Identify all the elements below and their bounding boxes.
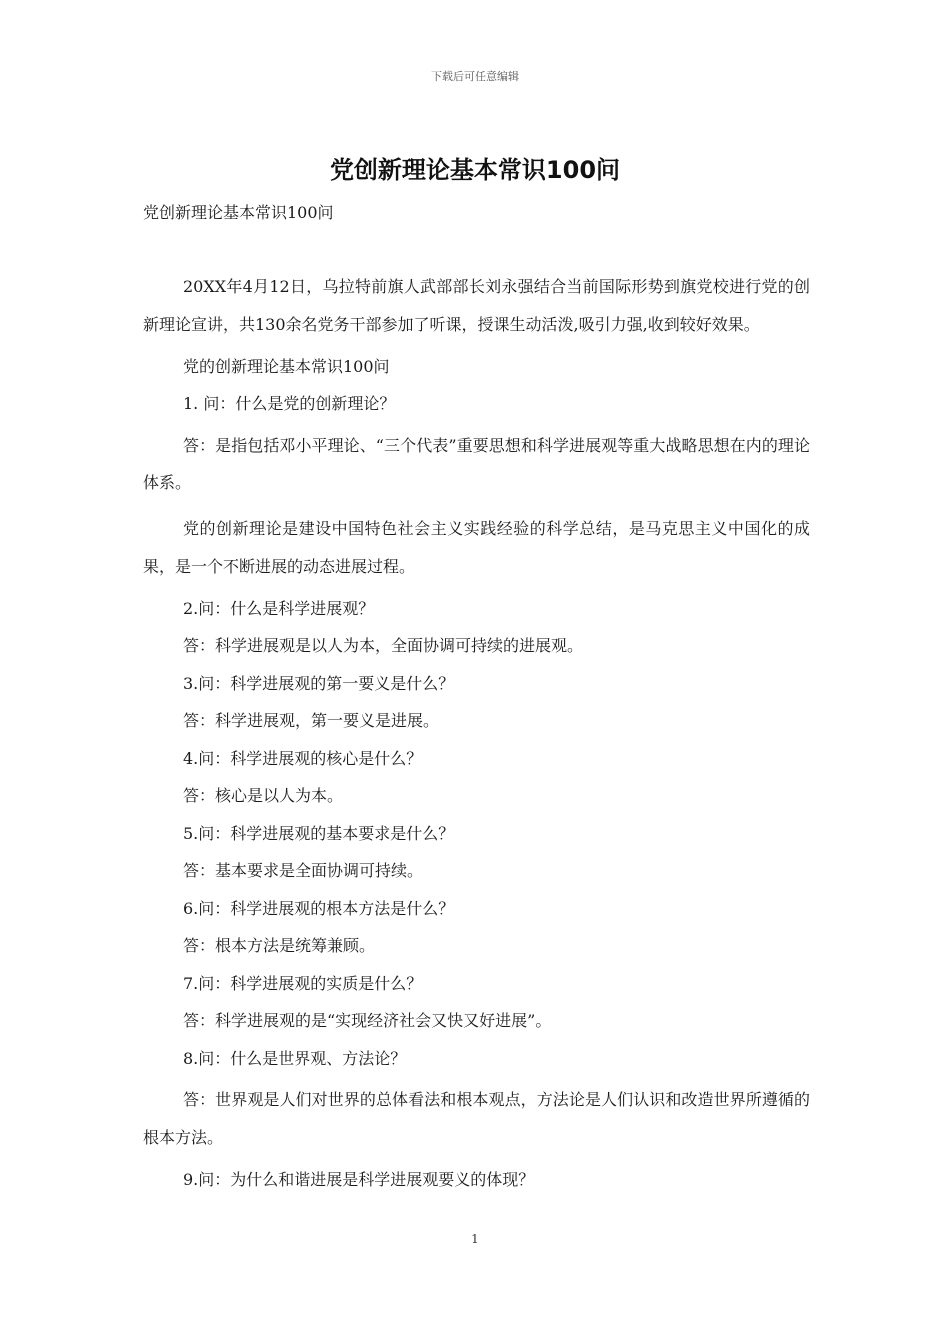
answer-2: 答：科学进展观是以人为本，全面协调可持续的进展观。 [183,636,584,655]
question-7: 7.问：科学进展观的实质是什么？ [183,973,423,993]
paragraph-section-heading: 党的创新理论基本常识100问 [183,356,390,376]
page-number: 1 [471,1232,479,1246]
question-2: 2.问：什么是科学进展观？ [183,598,375,618]
paragraph-intro: 20XX年4月12日，乌拉特前旗人武部部长刘永强结合当前国际形势到旗党校进行党的创新理论宣讲，共130余名党务干部参加了听课，授课生动活泼,吸引力强,收到较好效果。 [143,277,810,334]
answer-4: 答：核心是以人为本。 [183,786,344,805]
page-header-note: 下载后可任意编辑 [431,70,519,83]
answer-1-continued: 党的创新理论是建设中国特色社会主义实践经验的科学总结，是马克思主义中国化的成果，是一个不断进展的动态进展过程。 [143,519,810,576]
question-3: 3.问：科学进展观的第一要义是什么？ [183,673,455,693]
answer-5: 答：基本要求是全面协调可持续。 [183,861,424,880]
question-9: 9.问：为什么和谐进展是科学进展观要义的体现？ [183,1169,535,1189]
question-1: 1. 问：什么是党的创新理论？ [183,394,396,413]
answer-8: 答：世界观是人们对世界的总体看法和根本观点，方法论是人们认识和改造世界所遵循的根本方法。 [143,1090,810,1147]
answer-6: 答：根本方法是统筹兼顾。 [183,936,376,955]
question-4: 4.问：科学进展观的核心是什么？ [183,748,423,768]
document-subtitle: 党创新理论基本常识100问 [143,203,334,222]
answer-3: 答：科学进展观，第一要义是进展。 [183,711,440,730]
question-5: 5.问：科学进展观的基本要求是什么？ [183,823,455,843]
answer-7: 答：科学进展观的是“实现经济社会又快又好进展”。 [183,1011,552,1030]
document-title: 党创新理论基本常识100问 [329,156,621,184]
question-8: 8.问：什么是世界观、方法论？ [183,1048,407,1068]
question-6: 6.问：科学进展观的根本方法是什么？ [183,898,455,918]
document-body [143,268,810,1202]
answer-1: 答：是指包括邓小平理论、“三个代表”重要思想和科学进展观等重大战略思想在内的理论体系。 [143,435,810,492]
